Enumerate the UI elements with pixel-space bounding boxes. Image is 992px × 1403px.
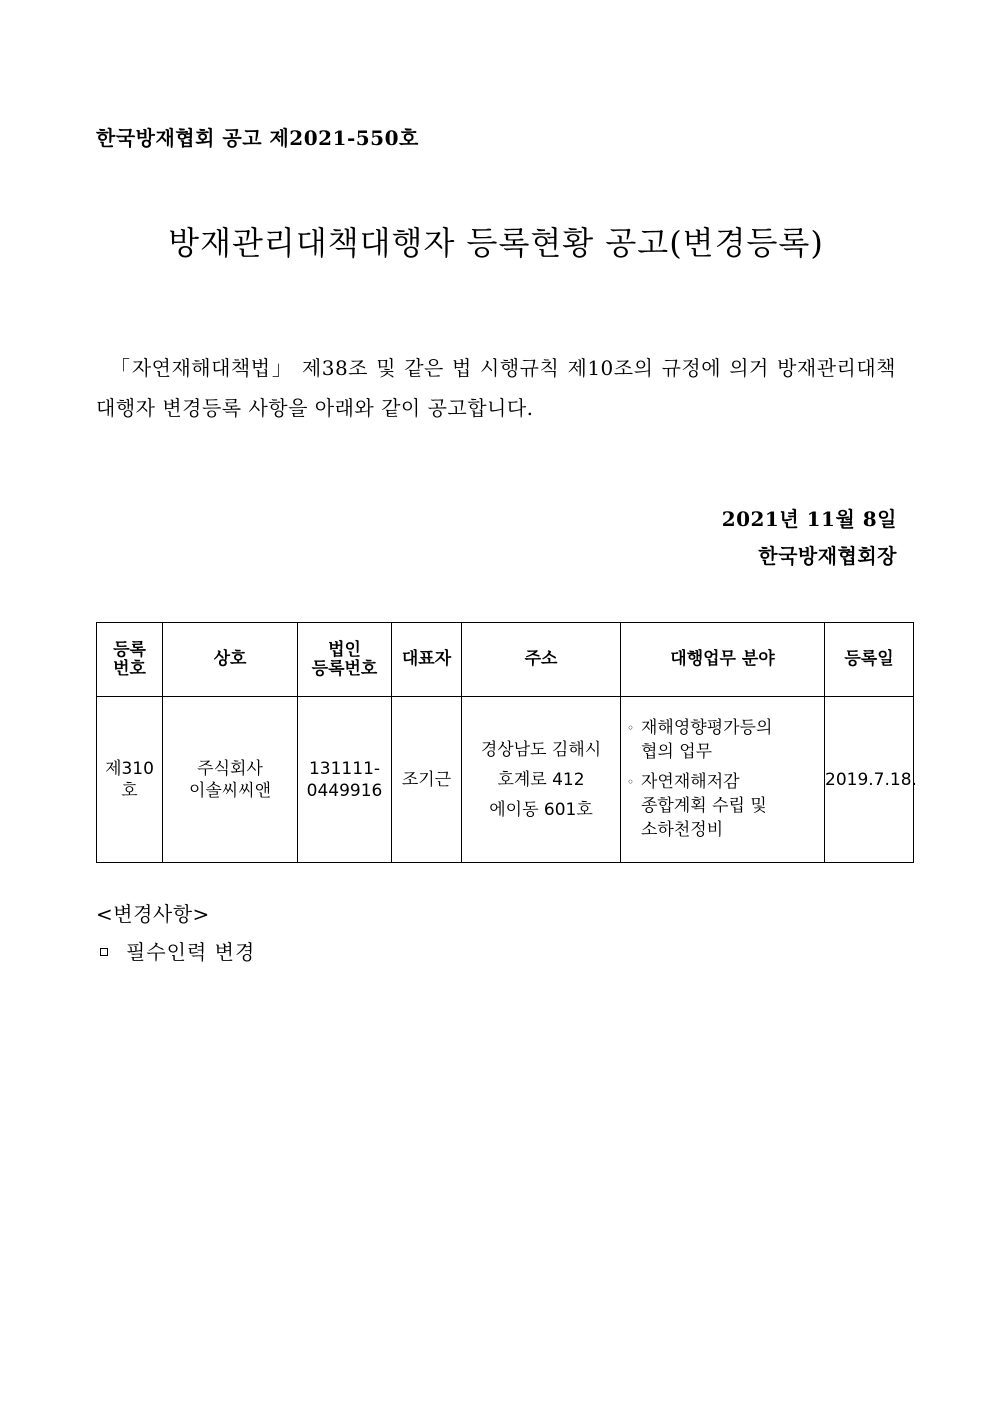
changes-heading: <변경사항> [96, 902, 210, 926]
table-header-row [97, 623, 914, 697]
cell-reg-date: 2019.7.18. [825, 697, 914, 863]
changes-item-text: 필수인력 변경 [126, 940, 256, 964]
cell-corp-no: 131111- 0449916 [298, 697, 392, 863]
table-row [97, 697, 914, 863]
cell-business [621, 697, 825, 863]
notice-body: 「자연재해대책법」 제38조 및 같은 법 시행규칙 제10조의 규정에 의거 방재관리대책대행자 변경등록 사항을 아래와 같이 공고합니다. [96, 356, 896, 420]
cell-address: 경상남도 김해시 호계로 412 에이동 601호 [462, 697, 621, 863]
header-reg-no: 등록 번호 [97, 623, 163, 697]
issuer-name: 한국방재협회장 [758, 544, 897, 568]
header-reg-date: 등록일 [825, 623, 914, 697]
cell-company: 주식회사 이솔씨씨앤 [163, 697, 298, 863]
cell-ceo: 조기근 [392, 697, 462, 863]
bullet-icon: ◦ [627, 720, 635, 735]
list-item: ◦ 자연재해저감 종합계획 수립 및 소하천정비 [627, 771, 767, 840]
header-business: 대행업무 분야 [621, 623, 825, 697]
cell-reg-no: 제310호 [97, 697, 163, 863]
notice-number: 한국방재협회 공고 제2021-550호 [96, 126, 419, 150]
header-ceo: 대표자 [392, 623, 462, 697]
bullet-icon: ◦ [627, 774, 635, 789]
header-corp-no: 법인 등록번호 [298, 623, 392, 697]
changes-item [100, 936, 255, 965]
header-address: 주소 [462, 623, 621, 697]
list-item: ◦ 재해영향평가등의 협의 업무 [627, 717, 773, 762]
business-list [621, 712, 824, 842]
square-bullet-icon [100, 948, 108, 956]
document-title: 방재관리대책대행자 등록현황 공고(변경등록) [168, 224, 824, 262]
header-company: 상호 [163, 623, 298, 697]
registration-table [96, 622, 917, 863]
notice-date: 2021년 11월 8일 [721, 507, 897, 531]
